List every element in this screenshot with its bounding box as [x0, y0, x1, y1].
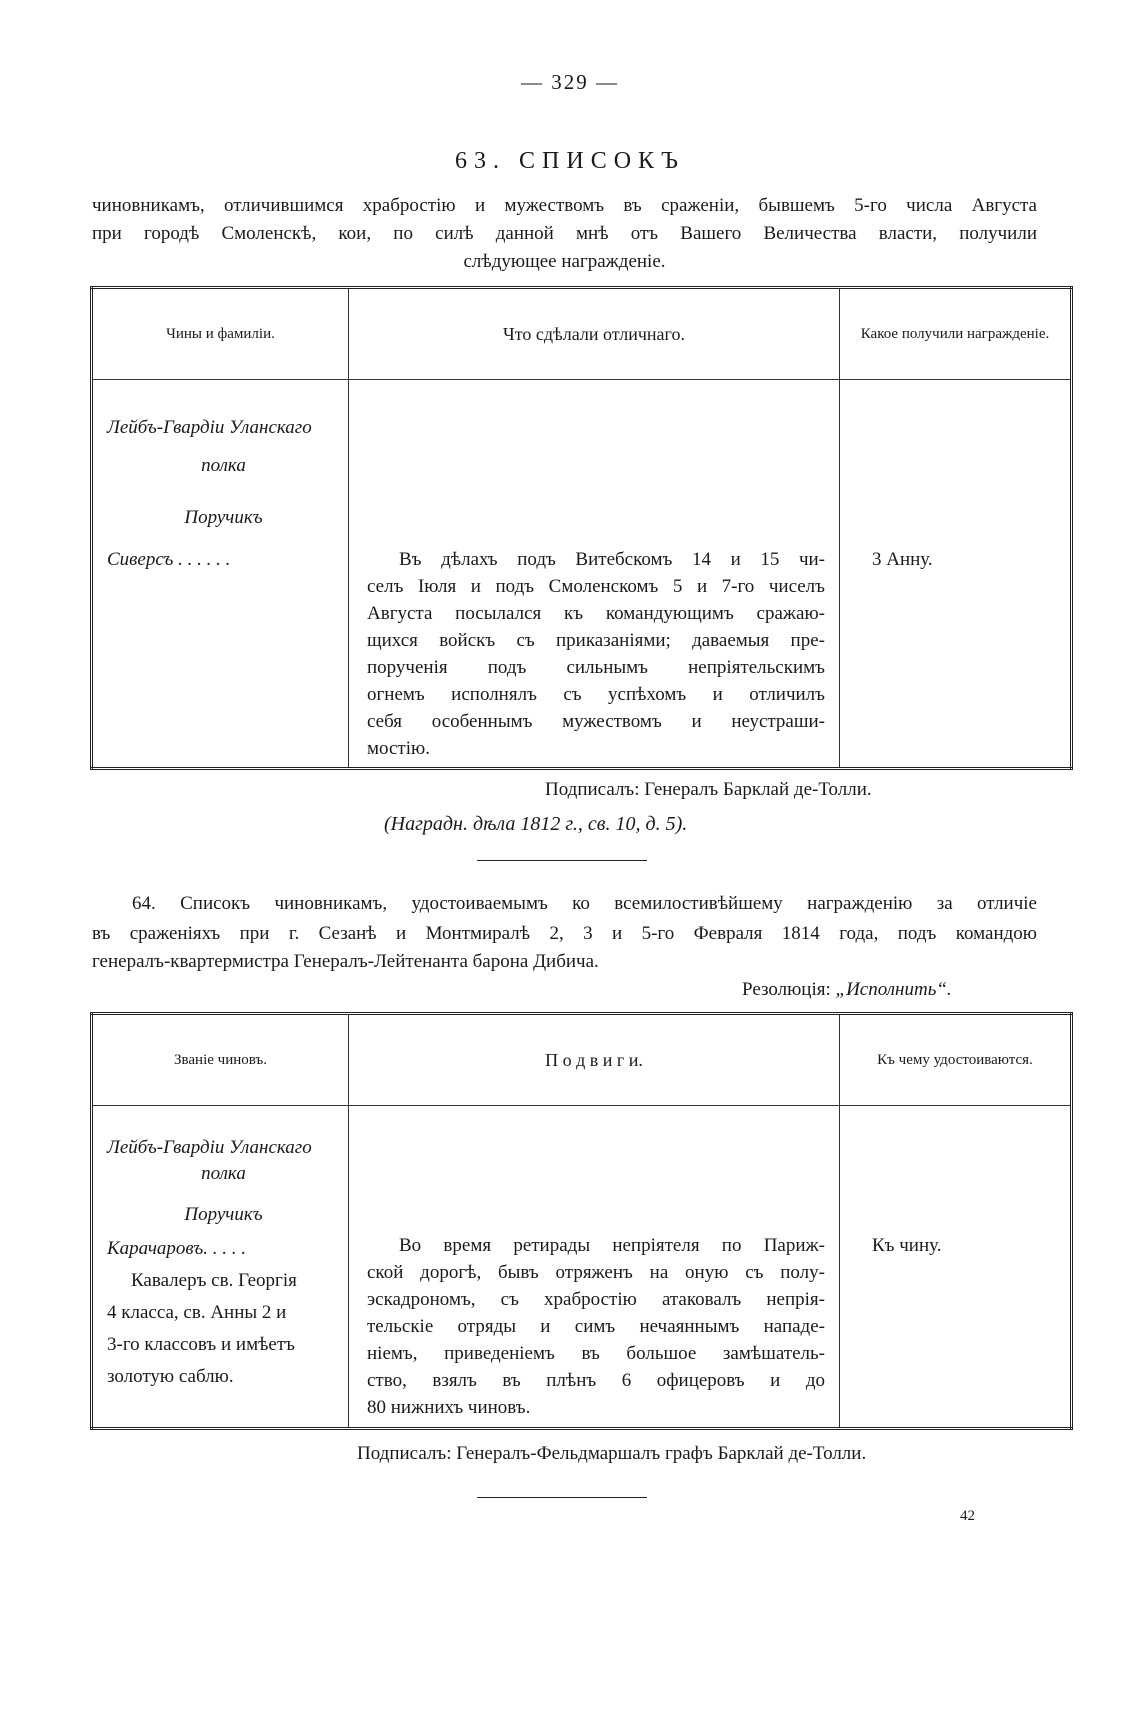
header-deeds: Что сдѣлали отличнаго.	[349, 288, 840, 380]
rank-cell	[92, 1106, 349, 1429]
deed-line: Во время ретирады непріятеля по Париж-	[399, 1235, 825, 1256]
page-number: — 329 —	[521, 70, 619, 94]
awards-table-63	[90, 286, 1073, 770]
award: Къ чину.	[872, 1235, 942, 1256]
deed-line: тельскіе отряды и симъ нечаяннымъ нападе-	[367, 1316, 825, 1337]
document-63-title: 63. СПИСОКЪ	[455, 148, 685, 174]
signature-mark: 42	[960, 1508, 975, 1524]
deed-line: 80 нижнихъ чиновъ.	[367, 1397, 531, 1418]
deed-line: селъ Іюля и подъ Смоленскомъ 5 и 7-го чиселъ	[367, 576, 825, 597]
citation-63: (Наградн. дѣла 1812 г., св. 10, д. 5).	[384, 813, 688, 835]
deed-line: огнемъ исполнялъ съ успѣхомъ и отличилъ	[367, 684, 825, 705]
intro-63-line-1: чиновникамъ, отличившимся храбростію и мужествомъ въ сраженіи, бывшемъ 5-го числа Августа	[92, 195, 1037, 216]
person-name: Карачаровъ. . . . .	[107, 1238, 247, 1259]
note-line: 3-го классовъ и имѣетъ	[107, 1334, 295, 1355]
resolution-value: „Исполнить“.	[835, 979, 952, 1000]
deeds-cell	[349, 380, 840, 769]
header-ranks: Чины и фамиліи.	[92, 288, 349, 380]
deed-line: эскадрономъ, съ храбростію атаковалъ непрія-	[367, 1289, 825, 1310]
award: 3 Анну.	[872, 549, 933, 570]
note-line: Кавалеръ св. Георгія	[131, 1270, 297, 1291]
header-award: Къ чему удостоиваются.	[840, 1014, 1072, 1106]
award-cell	[840, 380, 1072, 769]
award-cell	[840, 1106, 1072, 1429]
awards-table-64	[90, 1012, 1073, 1430]
intro-63-line-2: при городѣ Смоленскѣ, кои, по силѣ данной мнѣ отъ Вашего Величества власти, получили	[92, 223, 1037, 244]
deed-line: ство, взялъ въ плѣнъ 6 офицеровъ и до	[367, 1370, 825, 1391]
note-line: 4 класса, св. Анны 2 и	[107, 1302, 287, 1323]
deed-line: щихся войскъ съ приказаніями; даваемыя пре-	[367, 630, 825, 651]
rank: Поручикъ	[184, 507, 263, 528]
rank-cell	[92, 380, 349, 769]
note-line: золотую саблю.	[107, 1366, 234, 1387]
intro-64-line-3: генералъ-квартермистра Генералъ-Лейтенанта барона Дибича.	[92, 951, 599, 972]
deed-line: Августа посылался къ командующимъ сражаю-	[367, 603, 825, 624]
unit-name: Лейбъ-Гвардіи Уланскаго	[107, 1137, 312, 1158]
deed-line: ніемъ, приведеніемъ въ большое замѣшатель-	[367, 1343, 825, 1364]
header-deeds: П о д в и г и.	[349, 1014, 840, 1106]
deed-line: Въ дѣлахъ подъ Витебскомъ 14 и 15 чи-	[399, 549, 825, 570]
header-ranks: Званіе чиновъ.	[92, 1014, 349, 1106]
intro-64-text: 64. Списокъ чиновникамъ, удостоиваемымъ ко всемилостивѣйшему награжденію за отличіе	[132, 893, 1037, 914]
deed-line: мостію.	[367, 738, 430, 759]
unit-name-2: полка	[201, 1163, 246, 1184]
deeds-cell	[349, 1106, 840, 1429]
unit-name: Лейбъ-Гвардіи Уланскаго	[107, 417, 312, 438]
intro-64-line-1	[92, 890, 1037, 918]
deed-line: ской дорогѣ, бывъ отряженъ на оную съ полу-	[367, 1262, 825, 1283]
deed-line: себя особеннымъ мужествомъ и неустраши-	[367, 711, 825, 732]
header-award: Какое получили награжденіе.	[840, 288, 1072, 380]
unit-name-2: полка	[201, 455, 246, 476]
signature-63: Подписалъ: Генералъ Барклай де-Толли.	[545, 779, 872, 800]
intro-64-line-2: въ сраженіяхъ при г. Сезанѣ и Монтмиралѣ 2, 3 и 5-го Февраля 1814 года, подъ командою	[92, 923, 1037, 944]
intro-63-line-3: слѣдующее награжденіе.	[463, 251, 666, 272]
rank: Поручикъ	[184, 1204, 263, 1225]
divider	[477, 860, 647, 861]
divider	[477, 1497, 647, 1498]
resolution	[742, 976, 952, 1004]
signature-64: Подписалъ: Генералъ-Фельдмаршалъ графъ Барклай де-Толли.	[357, 1443, 867, 1464]
deed-line: порученія подъ сильнымъ непріятельскимъ	[367, 657, 825, 678]
person-name: Сиверсъ . . . . . .	[107, 549, 231, 570]
resolution-label: Резолюція:	[742, 979, 831, 1000]
